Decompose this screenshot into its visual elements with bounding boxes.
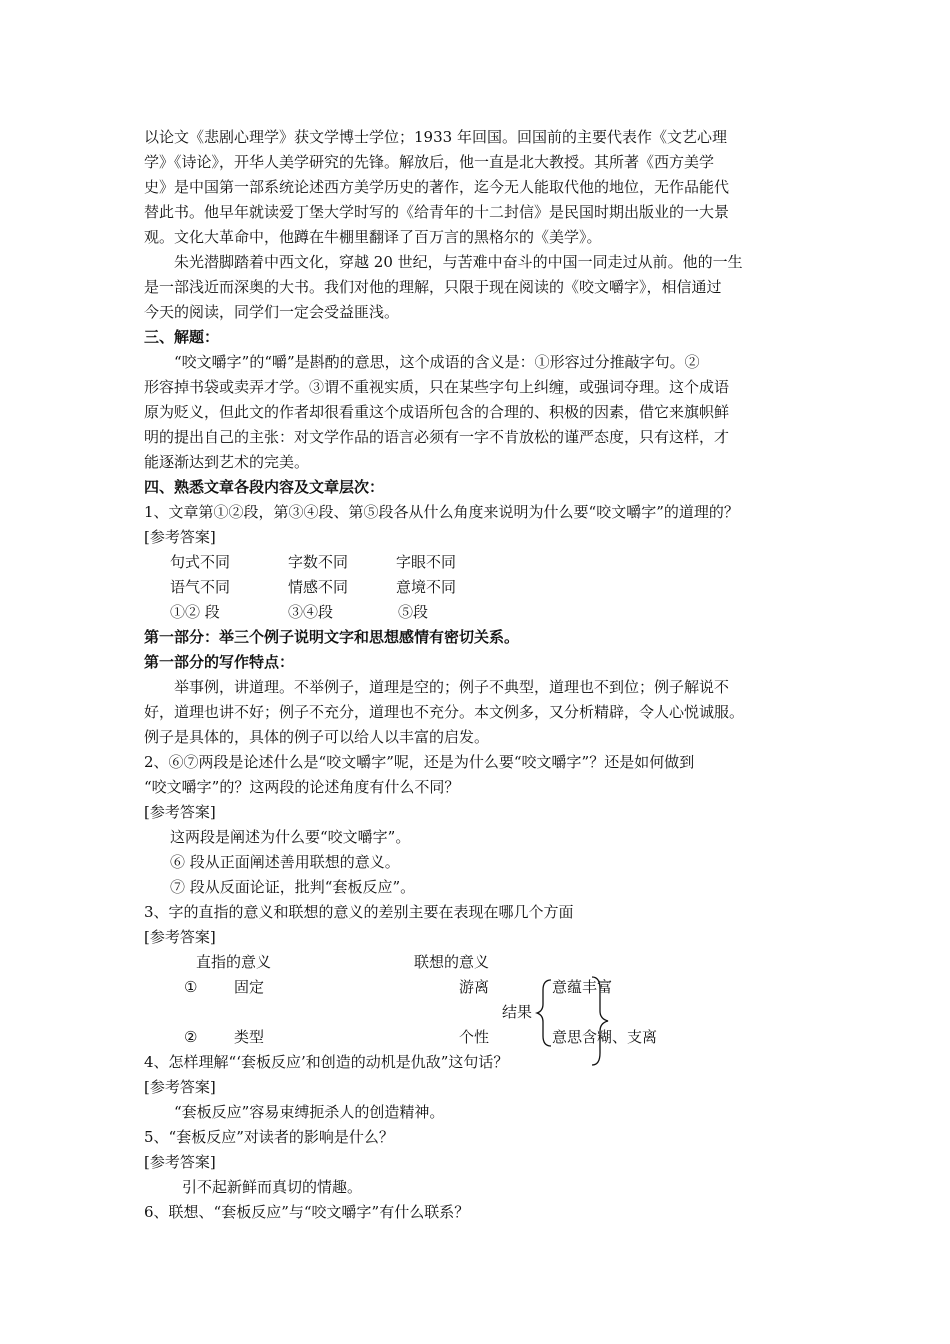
grid-cell: ③④段 xyxy=(288,603,334,621)
left-brace-icon xyxy=(535,978,555,1048)
grid-cell: 语气不同 xyxy=(170,578,231,596)
question: 2、⑥⑦两段是论述什么是“咬文嚼字”呢，还是为什么要“咬文嚼字”？还是如何做到 xyxy=(144,753,695,771)
answer-line: 这两段是阐述为什么要“咬文嚼字”。 xyxy=(170,828,411,846)
text-line: 举事例，讲道理。不举例子，道理是空的；例子不典型，道理也不到位；例子解说不 xyxy=(174,678,730,696)
section-heading: 三、解题： xyxy=(144,328,220,346)
text-line: 原为贬义，但此文的作者却很看重这个成语所包含的合理的、积极的因素，借它来旗帜鲜 xyxy=(144,403,730,421)
text-line: 明的提出自己的主张：对文学作品的语言必须有一字不肯放松的谨严态度，只有这样，才 xyxy=(144,428,730,446)
text-line: 好，道理也讲不好；例子不充分，道理也不充分。本文例多，又分析精辟，令人心悦诚服。 xyxy=(144,703,745,721)
text-line: 史》是中国第一部系统论述西方美学历史的著作，迄今无人能取代他的地位，无作品能代 xyxy=(144,178,730,196)
grid-cell: 意境不同 xyxy=(396,578,457,596)
reference-answer-label: [参考答案] xyxy=(144,528,216,546)
text-line: 朱光潜脚踏着中西文化，穿越 20 世纪，与苦难中奋斗的中国一同走过从前。他的一生 xyxy=(174,253,743,271)
question: 5、“套板反应”对读者的影响是什么？ xyxy=(144,1128,394,1146)
grid-cell: 字数不同 xyxy=(288,553,349,571)
text-line: 学》《诗论》，开华人美学研究的先锋。解放后，他一直是北大教授。其所著《西方美学 xyxy=(144,153,715,171)
reference-answer-label: [参考答案] xyxy=(144,1078,216,1096)
text-line: 以论文《悲剧心理学》获文学博士学位；1933 年回国。回国前的主要代表作《文艺心理 xyxy=(144,128,727,146)
grid-cell: 字眼不同 xyxy=(396,553,457,571)
reference-answer-label: [参考答案] xyxy=(144,803,216,821)
grid-cell: 句式不同 xyxy=(170,553,231,571)
answer-line: ⑦ 段从反面论证，批判“套板反应”。 xyxy=(170,878,416,896)
answer-line: ⑥ 段从正面阐述善用联想的意义。 xyxy=(170,853,400,871)
answer-line: “套板反应”容易束缚扼杀人的创造精神。 xyxy=(174,1103,445,1121)
reference-answer-label: [参考答案] xyxy=(144,928,216,946)
text-line: “咬文嚼字”的“嚼”是斟酌的意思，这个成语的含义是：①形容过分推敲字句。② xyxy=(174,353,700,371)
text-line: 能逐渐达到艺术的完美。 xyxy=(144,453,310,471)
text-line: 形容掉书袋或卖弄才学。③谓不重视实质，只在某些字句上纠缠，或强词夺理。这个成语 xyxy=(144,378,730,396)
text-line: 是一部浅近而深奥的大书。我们对他的理解，只限于现在阅读的《咬文嚼字》，相信通过 xyxy=(144,278,722,296)
row-number: ② xyxy=(184,1028,198,1046)
text-line: 观。文化大革命中，他蹲在牛棚里翻译了百万言的黑格尔的《美学》。 xyxy=(144,228,602,246)
table-cell: 固定 xyxy=(234,978,265,996)
grid-cell: 情感不同 xyxy=(288,578,349,596)
table-cell: 游离 xyxy=(459,978,490,996)
grid-cell: ①② 段 xyxy=(170,603,220,621)
text-line: 替此书。他早年就读爱丁堡大学时写的《给青年的十二封信》是民国时期出版业的一大景 xyxy=(144,203,730,221)
table-cell: 意蕴丰富 xyxy=(552,978,613,996)
part-heading: 第一部分的写作特点： xyxy=(144,653,295,671)
table-cell: 意思含糊、支离 xyxy=(552,1028,658,1046)
section-heading: 四、熟悉文章各段内容及文章层次： xyxy=(144,478,385,496)
right-brace-icon xyxy=(588,975,612,1067)
question: 3、字的直指的意义和联想的意义的差别主要在表现在哪几个方面 xyxy=(144,903,574,921)
table-cell: 个性 xyxy=(459,1028,490,1046)
row-number: ① xyxy=(184,978,198,996)
text-line: 例子是具体的，具体的例子可以给人以丰富的启发。 xyxy=(144,728,490,746)
grid-cell: ⑤段 xyxy=(398,603,429,621)
question: “咬文嚼字”的？这两段的论述角度有什么不同？ xyxy=(144,778,460,796)
table-cell: 类型 xyxy=(234,1028,265,1046)
table-header: 直指的意义 xyxy=(196,953,272,971)
reference-answer-label: [参考答案] xyxy=(144,1153,216,1171)
text-line: 今天的阅读，同学们一定会受益匪浅。 xyxy=(144,303,400,321)
question: 6、联想、“套板反应”与“咬文嚼字”有什么联系？ xyxy=(144,1203,470,1221)
question: 4、怎样理解“‘套板反应’和创造的动机是仇敌”这句话？ xyxy=(144,1053,509,1071)
table-cell: 结果 xyxy=(502,1003,533,1021)
part-heading: 第一部分：举三个例子说明文字和思想感情有密切关系。 xyxy=(144,628,520,646)
table-header: 联想的意义 xyxy=(414,953,490,971)
question: 1、文章第①②段，第③④段、第⑤段各从什么角度来说明为什么要“咬文嚼字”的道理的？ xyxy=(144,503,739,521)
answer-line: 引不起新鲜而真切的情趣。 xyxy=(182,1178,363,1196)
